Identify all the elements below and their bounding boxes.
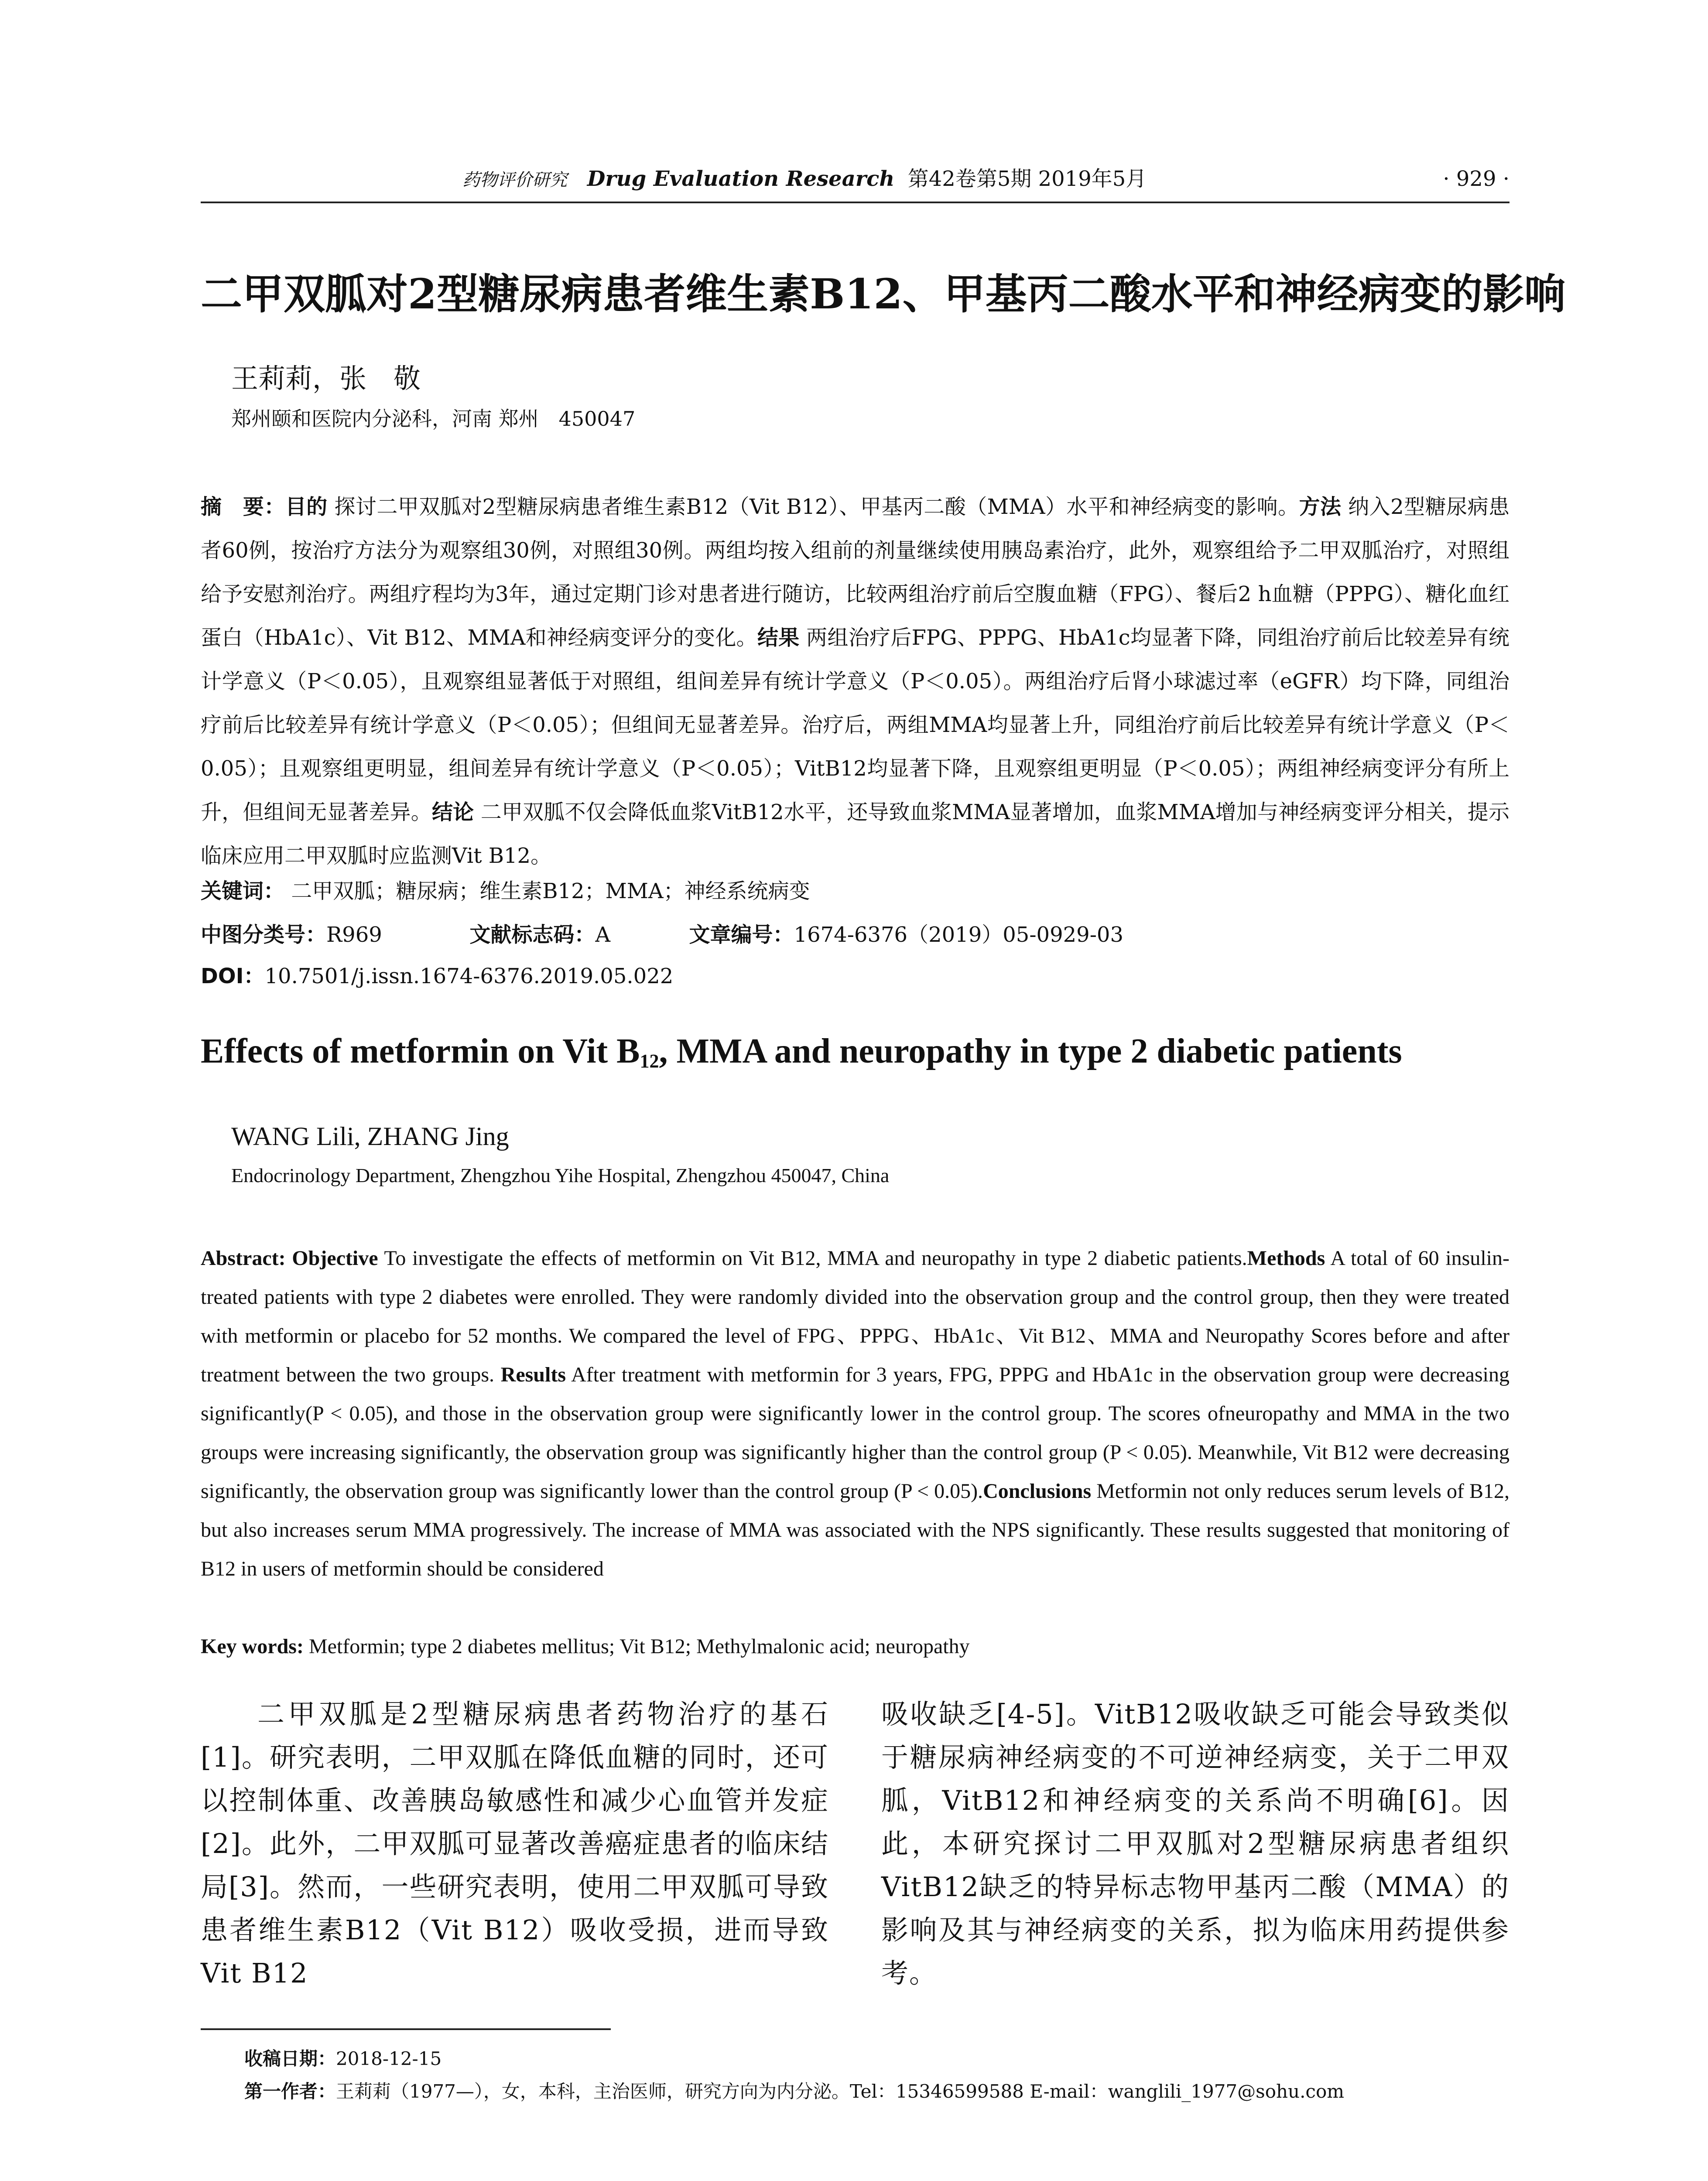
cn-objective-label: 目的 — [285, 495, 328, 519]
en-authors: WANG Lili, ZHANG Jing — [231, 1122, 509, 1151]
cn-abstract-label: 摘 要： — [201, 495, 285, 519]
en-title-part-b: , MMA and neuropathy in type 2 diabetic patients — [659, 1032, 1402, 1070]
cn-conclusion-label: 结论 — [431, 800, 474, 824]
cn-keywords — [201, 869, 1509, 913]
footnote-rule — [201, 2028, 611, 2030]
en-methods-label: Methods — [1247, 1247, 1325, 1270]
cn-results-text: 两组治疗后FPG、PPPG、HbA1c均显著下降，同组治疗前后比较差异有统计学意义（P＜0.05），且观察组显著低于对照组，组间差异有统计学意义（P＜0.05）。两组治疗后肾小球滤过率（eGFR）均下降，同组治疗前后比较差异有统计学意义（P＜0.05）；但组间无显著差异。治疗后，两组MMA均显著上升，同组治疗前后比较差异有统计学意义（P＜0.05）；且观察组更明显，组间差异有统计学意义（P＜0.05）；VitB12均显著下降，且观察组更明显（P＜0.05）；两组神经病变评分有所上升，但组间无显著差异。 — [201, 626, 1509, 824]
received-value: 2018-12-15 — [336, 2048, 442, 2069]
cn-conclusion-text: 二甲双胍不仅会降低血浆VitB12水平，还导致血浆MMA显著增加，血浆MMA增加与神经病变评分相关，提示临床应用二甲双胍时应监测Vit B12。 — [201, 800, 1509, 868]
en-conclusions-text: Metformin not only reduces serum levels of B12, but also increases serum MMA progressively. The increase of MMA was associated with the NPS significantly. These results suggested that monitoring of B12 in users of metformin should be considered — [201, 1480, 1509, 1580]
clc-label: 中图分类号： — [201, 923, 327, 947]
header-rule — [201, 202, 1509, 203]
en-title-subscript: 12 — [640, 1050, 659, 1072]
received-date — [244, 2046, 442, 2072]
doi-line — [201, 954, 1509, 998]
body-left-column: 二甲双胍是2型糖尿病患者药物治疗的基石[1]。研究表明，二甲双胍在降低血糖的同时，还可以控制体重、改善胰岛敏感性和减少心血管并发症[2]。此外，二甲双胍可显著改善癌症患者的临床结局[3]。然而，一些研究表明，使用二甲双胍可导致患者维生素B12（Vit B12）吸收受损，进而导致Vit B12 — [201, 1698, 829, 1989]
journal-logo: 药物评价研究 — [462, 170, 567, 190]
en-keywords-text: Metformin; type 2 diabetes mellitus; Vit B12; Methylmalonic acid; neuropathy — [308, 1635, 970, 1658]
en-objective-label: Objective — [292, 1247, 378, 1270]
en-title-part-a: Effects of metformin on Vit B — [201, 1032, 640, 1070]
en-results-text: After treatment with metformin for 3 years, FPG, PPPG and HbA1c in the observation group were decreasing significantly(P < 0.05), and those in the observation group were significantly lower in the control group. The scores ofneuropathy and MMA in the two groups were increasing significantly, the observation group was significantly higher than the control group (P < 0.05). Meanwhile, Vit B12 were decreasing significantly, the observation group was significantly lower than the control group (P < 0.05). — [201, 1363, 1510, 1503]
en-methods-text: A total of 60 insulin-treated patients with type 2 diabetes were enrolled. They were randomly divided into the observation group and the control group, then they were treated with metformin or placebo for 52 months. We compared the level of FPG、PPPG、HbA1c、Vit B12、MMA and Neuropathy Scores before and after treatment between the two groups. — [201, 1247, 1510, 1386]
first-author-note — [244, 2078, 1344, 2105]
cn-keywords-label: 关键词： — [201, 879, 285, 903]
cn-classification — [201, 913, 1509, 957]
doc-code-value: A — [595, 923, 610, 947]
cn-methods-label: 方法 — [1299, 495, 1342, 519]
en-title — [201, 1025, 1514, 1077]
first-author-label: 第一作者： — [244, 2081, 336, 2102]
cn-affiliation: 郑州颐和医院内分泌科，河南 郑州 450047 — [231, 407, 636, 431]
article-number-label: 文章编号： — [689, 923, 794, 947]
first-author-value: 王莉莉（1977—），女，本科，主治医师，研究方向为内分泌。Tel：15346599588 E-mail：wanglili_1977@sohu.com — [336, 2081, 1345, 2102]
en-keywords-label: Key words: — [201, 1635, 304, 1658]
en-abstract — [201, 1239, 1509, 1588]
en-conclusions-label: Conclusions — [983, 1480, 1092, 1503]
journal-issue: 第42卷第5期 2019年5月 — [907, 167, 1147, 191]
en-keywords — [201, 1627, 1509, 1666]
clc-value: R969 — [326, 923, 382, 947]
journal-header — [462, 166, 1291, 193]
doi-value: 10.7501/j.issn.1674-6376.2019.05.022 — [264, 964, 674, 988]
cn-keywords-text: 二甲双胍；糖尿病；维生素B12；MMA；神经系统病变 — [291, 879, 810, 903]
cn-methods-text: 纳入2型糖尿病患者60例，按治疗方法分为观察组30例，对照组30例。两组均按入组前的剂量继续使用胰岛素治疗，此外，观察组给予二甲双胍治疗，对照组给予安慰剂治疗。两组疗程均为3年，通过定期门诊对患者进行随访，比较两组治疗前后空腹血糖（FPG）、餐后2 h血糖（PPPG）、糖化血红蛋白（HbA1c）、Vit B12、MMA和神经病变评分的变化。 — [201, 495, 1509, 650]
cn-results-label: 结果 — [757, 626, 800, 650]
cn-authors: 王莉莉，张 敬 — [231, 362, 421, 394]
cn-objective-text: 探讨二甲双胍对2型糖尿病患者维生素B12（Vit B12）、甲基丙二酸（MMA）水平和神经病变的影响。 — [334, 495, 1299, 519]
cn-title: 二甲双胍对2型糖尿病患者维生素B12、甲基丙二酸水平和神经病变的影响 — [201, 270, 1566, 318]
doi-label: DOI： — [201, 964, 265, 988]
body-right-column: 吸收缺乏[4-5]。VitB12吸收缺乏可能会导致类似于糖尿病神经病变的不可逆神经病变，关于二甲双胍，VitB12和神经病变的关系尚不明确[6]。因此，本研究探讨二甲双胍对2型糖尿病患者组织VitB12缺乏的特异标志物甲基丙二酸（MMA）的影响及其与神经病变的关系，拟为临床用药提供参考。 — [881, 1698, 1509, 1989]
journal-name: Drug Evaluation Research — [587, 167, 895, 191]
received-label: 收稿日期： — [244, 2048, 336, 2069]
page-number: · 929 · — [1443, 167, 1509, 191]
doc-code-label: 文献标志码： — [469, 923, 596, 947]
cn-abstract — [201, 485, 1509, 878]
en-objective-text: To investigate the effects of metformin on Vit B12, MMA and neuropathy in type 2 diabetic patients. — [384, 1247, 1247, 1270]
article-number-value: 1674-6376（2019）05-0929-03 — [794, 923, 1123, 947]
en-affiliation: Endocrinology Department, Zhengzhou Yihe Hospital, Zhengzhou 450047, China — [231, 1164, 890, 1186]
en-results-label: Results — [500, 1363, 566, 1386]
en-abstract-label: Abstract: — [201, 1247, 286, 1270]
